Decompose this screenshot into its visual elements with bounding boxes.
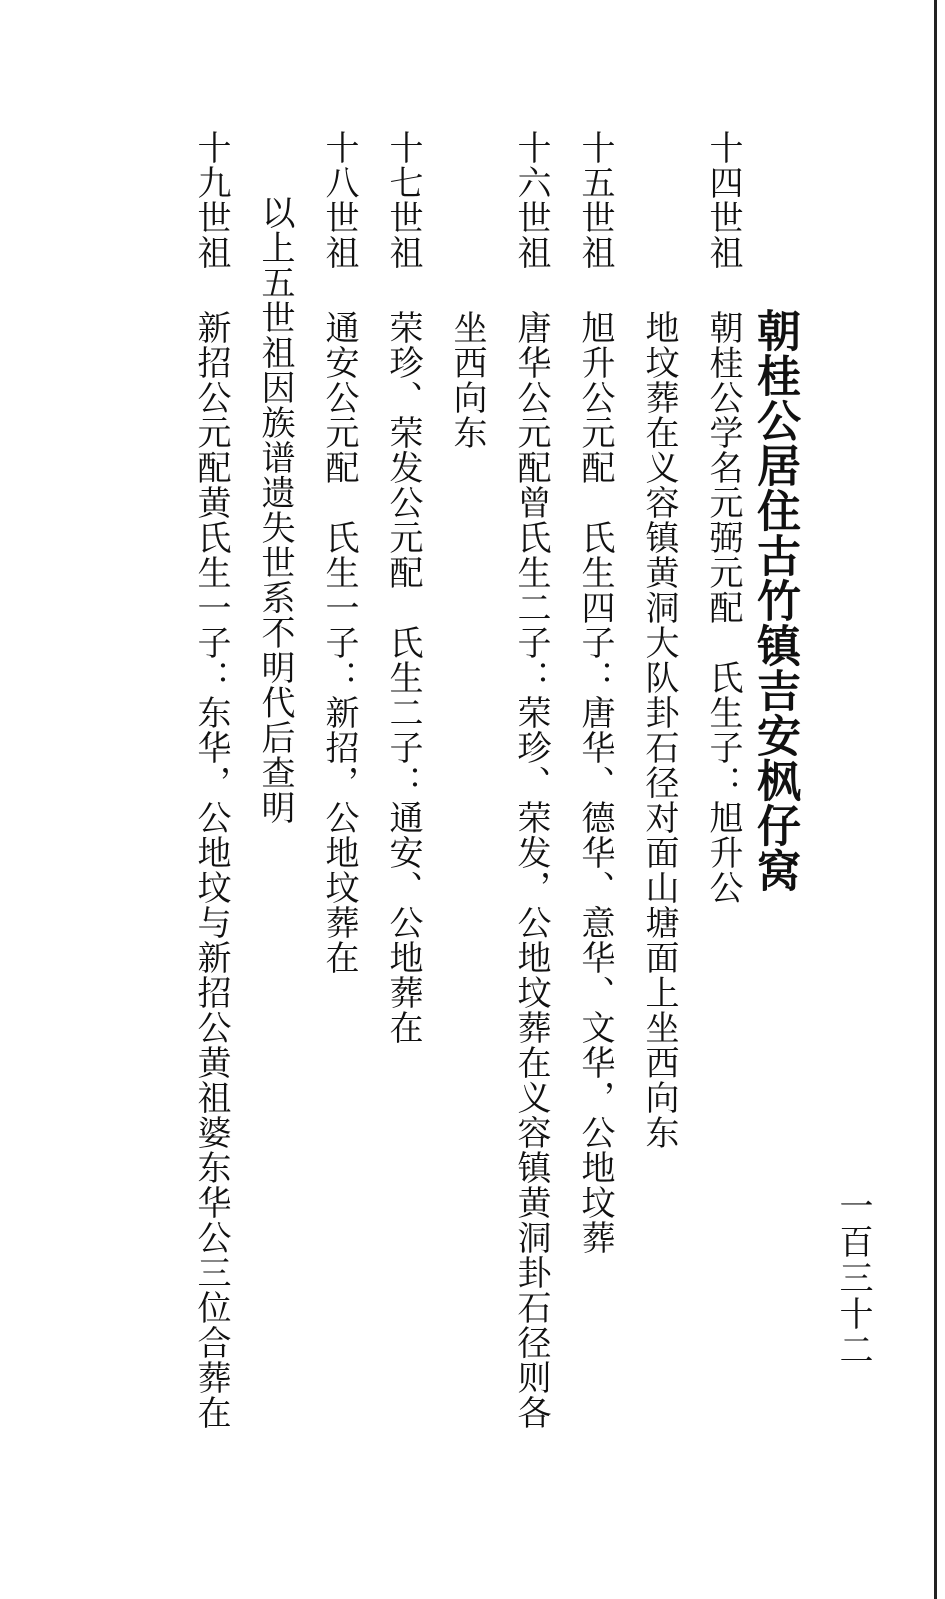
entry-16-text: 唐华公元配曾氏生二子：荣珍、荣发，公地坟葬在义容镇黄洞卦石径则各: [511, 310, 551, 1430]
entry-15-text: 旭升公元配 氏生四子：唐华、德华、意华、文华，公地坟葬: [575, 310, 615, 1255]
entry-17-text: 荣珍、荣发公元配 氏生二子：通安、公地葬在: [383, 310, 423, 1045]
generation-label-16: 十六世祖: [511, 130, 551, 270]
generation-label-17: 十七世祖: [383, 130, 423, 270]
entry-14-continuation: 地坟葬在义容镇黄洞大队卦石径对面山塘面上坐西向东: [639, 310, 679, 1150]
entry-19-text: 新招公元配黄氏生一子：东华，公地坟与新招公黄祖婆东华公三位合葬在: [191, 310, 231, 1430]
page-title: 朝桂公居住古竹镇吉安枫仔窝: [749, 308, 800, 893]
generation-label-15: 十五世祖: [575, 130, 615, 270]
entry-16-continuation: 坐西向东: [447, 310, 487, 450]
generation-label-19: 十九世祖: [191, 130, 231, 270]
generation-label-18: 十八世祖: [319, 130, 359, 270]
entry-18-continuation: 以上五世祖因族谱遗失世系不明代后查明: [255, 195, 295, 825]
page-number: 一百三十二: [833, 1188, 873, 1368]
entry-14-text: 朝桂公学名元弼元配 氏生子：旭升公: [703, 310, 743, 905]
entry-18-text: 通安公元配 氏生一子：新招，公地坟葬在: [319, 310, 359, 975]
generation-label-14: 十四世祖: [703, 130, 743, 270]
page-edge-line: [934, 0, 937, 1599]
